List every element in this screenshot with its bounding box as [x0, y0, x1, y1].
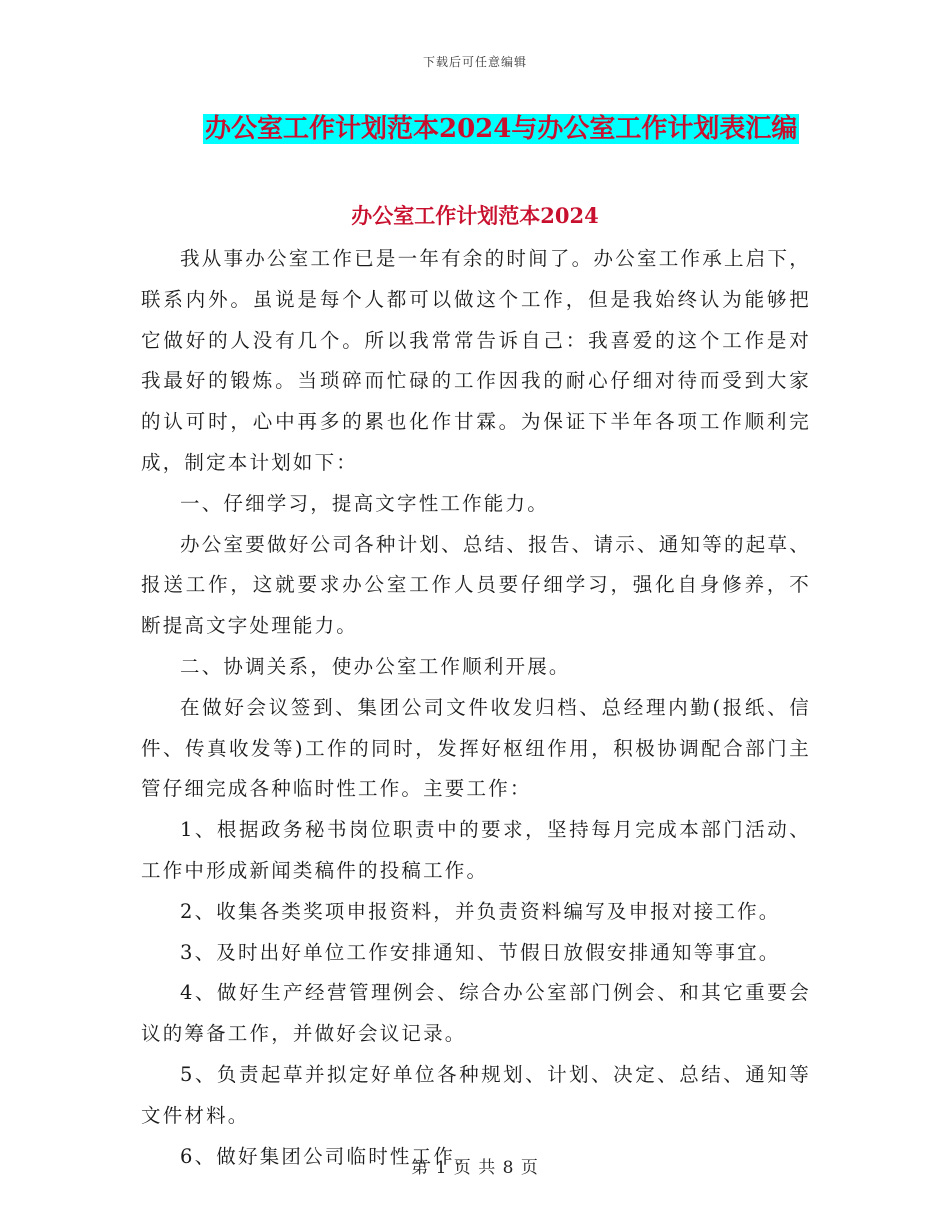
paragraph-body-2: 在做好会议签到、集团公司文件收发归档、总经理内勤(报纸、信件、传真收发等)工作的同时，发挥好枢纽作用，积极协调配合部门主管仔细完成各种临时性工作。主要工作：: [141, 695, 811, 801]
document-title: [203, 109, 799, 149]
page-footer: 第 1 页 共 8 页: [411, 1158, 539, 1178]
paragraph-item-1: 1、根据政务秘书岗位职责中的要求，坚持每月完成本部门活动、工作中形成新闻类稿件的投稿工作。: [141, 818, 811, 882]
paragraph-heading-2: 二、协调关系，使办公室工作顺利开展。: [180, 654, 571, 678]
paragraph-body-1: 办公室要做好公司各种计划、总结、报告、请示、通知等的起草、报送工作，这就要求办公室工作人员要仔细学习，强化自身修养，不断提高文字处理能力。: [141, 532, 811, 638]
document-body: [141, 239, 811, 1177]
paragraph-item-4: 4、做好生产经营管理例会、综合办公室部门例会、和其它重要会议的筹备工作，并做好会议记录。: [141, 981, 811, 1046]
paragraph-item-2: 2、收集各类奖项申报资料，并负责资料编写及申报对接工作。: [180, 899, 781, 923]
paragraph-item-5: 5、负责起草并拟定好单位各种规划、计划、决定、总结、通知等文件材料。: [141, 1062, 811, 1127]
paragraph-heading-1: 一、仔细学习，提高文字性工作能力。: [180, 491, 549, 515]
paragraph-intro: 我从事办公室工作已是一年有余的时间了。办公室工作承上启下，联系内外。虽说是每个人都可以做这个工作，但是我始终认为能够把它做好的人没有几个。所以我常常告诉自己：我喜爱的这个工作是对我最好的锻炼。当琐碎而忙碌的工作因我的耐心仔细对待而受到大家的认可时，心中再多的累也化作甘霖。为保证下半年各项工作顺利完成，制定本计划如下：: [141, 247, 811, 474]
document-title-text: 办公室工作计划范本2024与办公室工作计划表汇编: [205, 114, 798, 144]
paragraph-item-6: 6、做好集团公司临时性工作。: [180, 1144, 477, 1168]
header-note: 下载后可任意编辑: [422, 55, 527, 69]
section-title: 办公室工作计划范本2024: [351, 203, 599, 228]
paragraph-item-3: 3、及时出好单位工作安排通知、节假日放假安排通知等事宜。: [180, 940, 781, 964]
